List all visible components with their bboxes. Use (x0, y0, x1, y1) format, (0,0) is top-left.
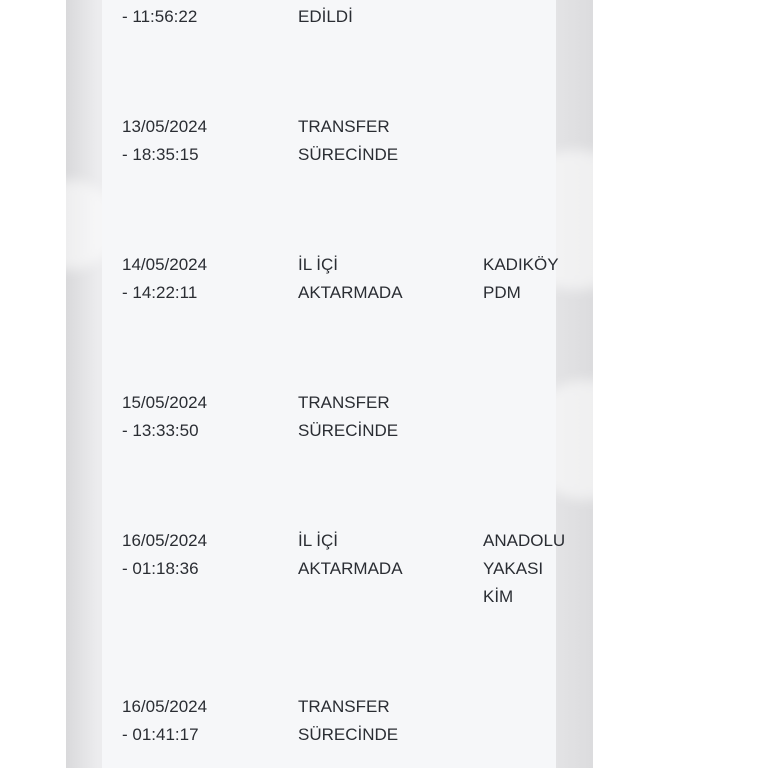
location-cell (483, 527, 565, 611)
status-cell (298, 3, 353, 31)
row-location-line: KİM (483, 587, 514, 606)
row-location-line: PDM (483, 283, 521, 302)
row-time: - 18:35:15 (122, 145, 199, 164)
modal-backdrop (66, 0, 593, 768)
row-location-line: KADIKÖY (483, 255, 559, 274)
date-time-cell (122, 693, 207, 749)
row-status-line: İL İÇİ (298, 255, 338, 274)
status-cell (298, 251, 403, 307)
row-date: 14/05/2024 (122, 255, 208, 274)
date-time-cell (122, 113, 207, 169)
row-status-line: AKTARMADA (298, 559, 403, 578)
row-time: - 01:18:36 (122, 559, 199, 578)
date-time-cell (122, 527, 207, 583)
status-cell (298, 113, 398, 169)
row-date: 16/05/2024 (122, 697, 208, 716)
row-time: - 01:41:17 (122, 725, 199, 744)
row-date: 13/05/2024 (122, 117, 208, 136)
row-date: 15/05/2024 (122, 393, 208, 412)
row-status-line: TRANSFER (298, 117, 390, 136)
tracking-history-table[interactable] (102, 0, 566, 768)
row-status-line: SÜRECİNDE (298, 145, 399, 164)
date-time-cell (122, 389, 207, 445)
row-time: - 11:56:22 (122, 7, 198, 26)
row-status-line: EDİLDİ (298, 7, 353, 26)
status-cell (298, 693, 398, 749)
row-status-line: SÜRECİNDE (298, 725, 399, 744)
row-location-line: YAKASI (483, 559, 544, 578)
row-status-line: AKTARMADA (298, 283, 403, 302)
row-status-line: TRANSFER (298, 697, 390, 716)
row-time: - 14:22:11 (122, 283, 198, 302)
date-time-cell (122, 3, 197, 31)
row-status-line: İL İÇİ (298, 531, 338, 550)
location-cell (483, 251, 559, 307)
row-status-line: SÜRECİNDE (298, 421, 399, 440)
row-date: 16/05/2024 (122, 531, 208, 550)
status-cell (298, 389, 398, 445)
status-cell (298, 527, 403, 583)
row-status-line: TRANSFER (298, 393, 390, 412)
row-time: - 13:33:50 (122, 421, 199, 440)
date-time-cell (122, 251, 207, 307)
row-location-line: ANADOLU (483, 531, 566, 550)
